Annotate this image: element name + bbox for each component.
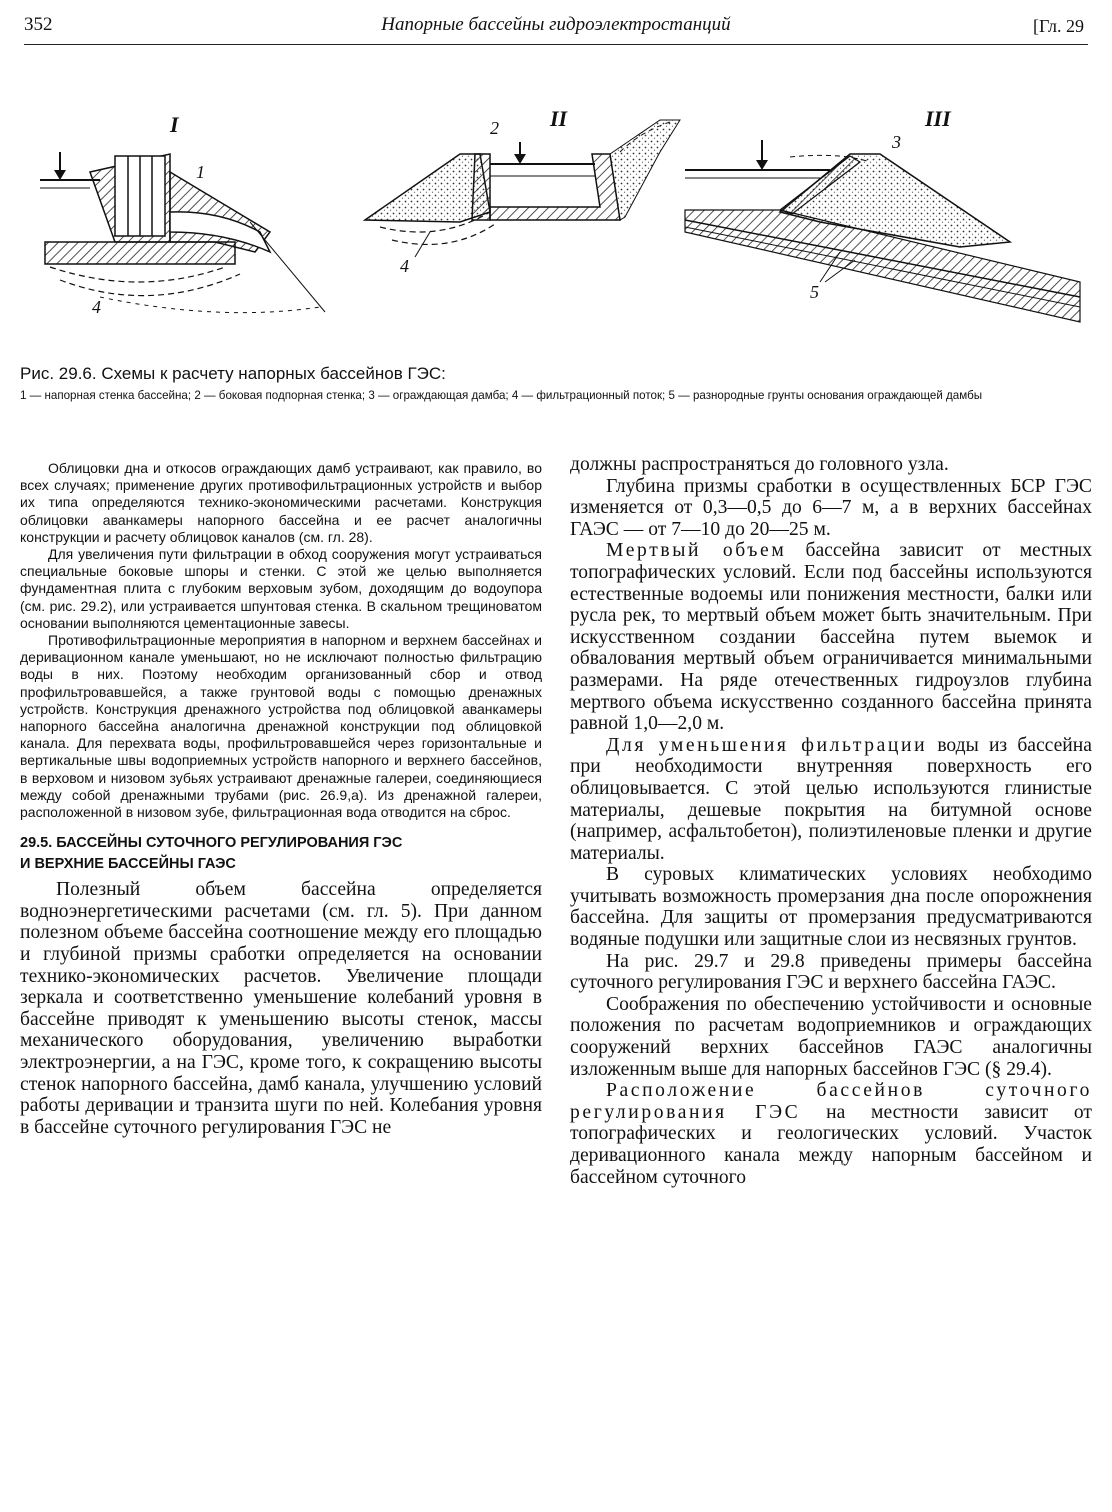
running-title: Напорные бассейны гидроэлектростанций — [381, 14, 731, 35]
page-number: 352 — [24, 14, 53, 35]
paragraph: Соображения по обеспечению устойчивости и основные положения по расчетам водоприемников и ограждающих сооружений верхних бассейнов ГАЭС аналогичны изложенным выше для напорных бассейнов ГЭС (§ 29.4). — [570, 993, 1092, 1080]
paragraph-text: бассейна зависит от местных топографических условий. Если под бассейны используются естественные водоемы или понижения местности, балки или русла рек, то мертвый объем может быть значительным. При искусственном создании бассейна путем выемок и обвалования мертвый объем ограничивается минимальными размерами. На ряде отечественных гидроузлов глубина мертвого объема искусственно созданного бассейна принята равной 1,0—2,0 м. — [570, 540, 1092, 735]
paragraph-continuation: должны распространяться до головного узла. — [570, 454, 949, 475]
paragraph: Полезный объем бассейна определяется водноэнергетическими расчетами (см. гл. 5). При данном полезном объеме бассейна соотношение между его площадью и глубиной призмы сработки определяется на основании технико-экономических расчетов. Увеличение площади зеркала и соответственно уменьшение колебаний уровня в бассейне приводят к уменьшению высоты стенок, массы механического оборудования, увеличению выработки электроэнергии, а на ГЭС, кроме того, к сокращению высоты стенок напорного бассейна, дамб канала, улучшению условий работы деривации и транзита шуги по ней. Колебания уровня в бассейне суточного регулирования ГЭС не — [20, 879, 542, 1138]
paragraph: Для увеличения пути фильтрации в обход сооружения могут устраиваться специальные боковые шпоры и стенки. С этой же целью выполняется фундаментная плита с глубоким верховым зубом, доходящим до водоупора (см. рис. 29.2), или устраивается шпунтовая стенка. В скальном трещиноватом основании выполняются цементационные завесы. — [20, 546, 542, 631]
right-column — [570, 454, 1092, 1188]
paragraph: Глубина призмы сработки в осуществленных БСР ГЭС изменяется от 0,3—0,5 до 6—7 м, а в верхних бассейнах ГАЭС — от 7—10 до 20—25 м. — [570, 475, 1092, 540]
figure-caption — [20, 364, 1090, 403]
small-print-block — [20, 460, 542, 821]
section-body — [20, 879, 542, 1138]
figure-drawing — [20, 92, 1092, 360]
callout-4-panel-i: 4 — [92, 297, 101, 317]
paragraph: Противофильтрационные мероприятия в напорном и верхнем бассейнах и деривационном канале уменьшают, но не исключают полностью фильтрацию воды в них. Поэтому необходим организованный сбор и отвод профильтровавшейся, а также грунтовой воды с помощью дренажных устройств. Конструкция дренажного устройства под облицовкой аванкамеры напорного бассейна аналогична дренажной конструкции под облицовкой канала. Для перехвата воды, профильтровавшейся через горизонтальные и вертикальные швы водоприемных устройств напорного и верхнего бассейнов, в верховом и низовом зубьях устраивают дренажные галереи, соединяющиеся между собой дренажными трубами (рис. 26.9,а). Из дренажной галереи, расположенной в низовом зубе, фильтрационная вода отводится на сброс. — [20, 632, 542, 821]
caption-title: Рис. 29.6. Схемы к расчету напорных бассейнов ГЭС: — [20, 364, 446, 383]
section-heading-line-2: И ВЕРХНИЕ БАССЕЙНЫ ГАЭС — [20, 856, 236, 873]
spaced-term: Мертвый объем — [606, 540, 787, 562]
paragraph — [570, 1080, 1092, 1188]
panel-i-drawing — [40, 152, 325, 313]
chapter-marker: [Гл. 29 — [1032, 16, 1084, 36]
panel-label-i: I — [170, 112, 179, 137]
callout-5: 5 — [810, 282, 819, 302]
callout-4-panel-ii: 4 — [400, 256, 409, 276]
paragraph-text: на местности зависит от топографических и геологических условий. Участок деривационного канала между напорным бассейном и бассейном суточного — [570, 1101, 1092, 1188]
page-header — [24, 14, 1088, 42]
section-heading-line-1: 29.5. БАССЕЙНЫ СУТОЧНОГО РЕГУЛИРОВАНИЯ ГЭС — [20, 835, 403, 852]
section-heading — [20, 833, 542, 875]
paragraph — [570, 540, 1092, 734]
paragraph — [570, 735, 1092, 865]
left-column — [20, 460, 542, 1138]
panel-label-iii: III — [925, 106, 951, 131]
paragraph: Облицовки дна и откосов ограждающих дамб устраивают, как правило, во всех случаях; применение других противофильтрационных устройств и выбор их типа определяются технико-экономическими расчетами. Конструкция облицовки аванкамеры напорного бассейна и ее расчет аналогичны конструкции и расчету облицовок каналов (см. гл. 28). — [20, 460, 542, 545]
figure-29-6 — [20, 92, 1092, 360]
header-rule — [24, 44, 1088, 45]
panel-iii-drawing — [685, 140, 1080, 322]
spaced-term: Расположение бассейнов суточного регулирования ГЭС — [570, 1080, 1092, 1123]
panel-ii-drawing — [365, 120, 680, 257]
paragraph: На рис. 29.7 и 29.8 приведены примеры бассейна суточного регулирования ГЭС и верхнего бассейна ГАЭС. — [570, 950, 1092, 994]
spaced-term: Для уменьшения фильтрации — [606, 734, 928, 756]
paragraph-text: воды из бассейна при необходимости внутренняя поверхность его облицовывается. С этой целью используются глинистые материалы, дешевые покрытия на битумной основе (например, асфальтобетон), полиэтиленовые пленки и другие материалы. — [570, 734, 1092, 864]
callout-3: 3 — [892, 132, 901, 152]
paragraph: В суровых климатических условиях необходимо учитывать возможность промерзания дна после опорожнения бассейна. Для защиты от промерзания предусматриваются водяные подушки или защитные слои из несвязных грунтов. — [570, 864, 1092, 951]
caption-legend: 1 — напорная стенка бассейна; 2 — боковая подпорная стенка; 3 — ограждающая дамба; 4 — фильтрационный поток; 5 — разнородные грунты основания ограждающей дамбы — [20, 389, 983, 402]
panel-label-ii: II — [550, 106, 568, 131]
callout-2: 2 — [490, 118, 499, 138]
callout-1: 1 — [196, 162, 205, 182]
